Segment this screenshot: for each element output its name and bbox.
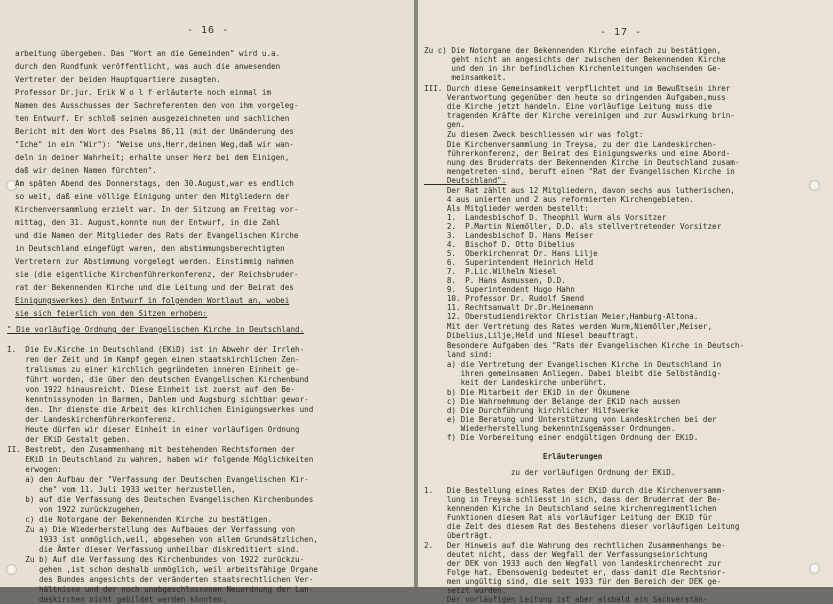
list-item: 9. Superintendent Hugo Hahn (424, 285, 575, 294)
text-line: Heute dürfen wir dieser Einheit in einer vorläufigen Ordnung (7, 425, 300, 434)
text-line: durch den Rundfunk veröffentlicht, was auch die anwesenden (15, 62, 281, 71)
text-line: sie (die eigentliche Kirchenführerkonferenz, der Reichsbruder- (15, 270, 299, 279)
text-line: der Landeskirchenführerkonferenz. (7, 415, 177, 424)
text-line: Kirchenversammlung erzielt war. In der Sitzung am Freitag vor- (15, 205, 299, 214)
page-number: - 16 - (187, 25, 230, 36)
text-line: I. Die Ev.Kirche in Deutschland (EKiD) ist in Abwehr der Irrleh- (7, 345, 305, 354)
text-line: sie sich feierlich von den Sitzen erhoben: (15, 309, 208, 318)
text-line: so weit, daß eine völlige Einigung unter den Mitgliedern der (15, 192, 290, 201)
text-line: von 1922 zurückzugehen, (7, 505, 145, 514)
text-line: men ungültig sind, die seit 1933 für den Bereich der DEK ge- (424, 577, 722, 586)
text-line: III. Durch diese Gemeinsamkeit verpflichtet und im Bewußtsein ihrer (424, 84, 731, 93)
list-item: 5. Oberkirchenrat Dr. Hans Lilje (424, 249, 598, 258)
text-line: ihren gemeinsamen Anliegen. Dabei bleibt die Selbständig- (424, 369, 722, 378)
list-item: 10. Professor Dr. Rudolf Smend (424, 294, 585, 303)
text-line: tragenden Kräfte der Kirche vereinigen und zur Auswirkung brin- (424, 111, 735, 120)
text-line: land sind: (424, 350, 493, 359)
list-item: 6. Superintendent Heinrich Held (424, 258, 594, 267)
text-line: d) Die Durchführung kirchlicher Hilfswerke (424, 406, 639, 415)
punch-hole (809, 563, 820, 574)
text-line: der EKiD Gestalt geben. (7, 435, 131, 444)
text-line: und die Namen der Mitglieder des Rats der Evangelischen Kirche (15, 231, 299, 240)
text-line: 1933 ist unmöglich,weil, abgesehen von allem Grundsätzlichen, (7, 535, 318, 544)
text-line: 2. Der Hinweis auf die Wahrung des rechtlichen Zusammenhangs be- (424, 541, 726, 550)
text-line: setzt wurden. (424, 586, 507, 595)
text-line: überträgt. (424, 531, 493, 540)
text-line: Dibelius,Lilje,Held und Niesel beauftragt. (424, 331, 639, 340)
text-line: f) Die Vorbereitung einer endgültigen Ordnung der EKiD. (424, 433, 699, 442)
list-item: 11. Rechtsanwalt Dr.Dr.Heinemann (424, 303, 594, 312)
text-line: Der vorläufigen Leitung ist aber alsbald ein Sachverstän- (424, 595, 708, 604)
text-line: Besondere Aufgaben des "Rats der Evangelischen Kirche in Deutsch- (424, 341, 745, 350)
section-heading: " Die vorläufige Ordnung der Evangelischen Kirche in Deutschland. (7, 325, 305, 334)
text-line: Folge hat. Ebensowenig bedeutet er, dass damit die Rechtsnor- (424, 568, 726, 577)
text-line: gehen ,ist schon deshalb unmöglich, weil arbeitsfähige Organe (7, 565, 318, 574)
text-line: che" vom 11. Juli 1933 weiter herzustellen, (7, 485, 236, 494)
text-line: mittag, den 31. August,konnte nun der Entwurf, in die Zahl (15, 218, 281, 227)
text-line: rat der Bekennenden Kirche und die Leitung und der Beirat des (15, 283, 294, 292)
text-line: von 1922 hinausreicht. Diese Einheit ist zuerst auf den Be- (7, 385, 296, 394)
list-item: 8. P. Hans Asmussen, D.D. (424, 276, 566, 285)
text-line: e) Die Beratung und Unterstützung von Landeskirchen bei der (424, 415, 717, 424)
text-line: die Ämter dieser Verfassung unheilbar diskreditiert sind. (7, 545, 300, 554)
text-line: b) auf die Verfassung des Deutschen Evangelischen Kirchenbundes (7, 495, 314, 504)
text-line: Die Kirchenversammlung in Treysa, zu der die Landeskirchen- (424, 140, 717, 149)
text-line: zu der vorläufigen Ordnung der EKiD. (424, 468, 676, 477)
text-line: EKiD in Deutschland zu wahren, haben wir folgende Möglichkeiten (7, 455, 314, 464)
list-item: 12. Oberstudiendirektor Christian Meier,Hamburg-Altona. (424, 312, 699, 321)
text-line: den. Ihr dienste die Arbeit des kirchlichen Einigungswerkes und (7, 405, 314, 414)
text-line: Funktionen diesem Rat als vorläufiger Leitung der EKiD für (424, 513, 713, 522)
text-line: Wiederherstellung bekenntnisgemässer Ordnungen. (424, 424, 676, 433)
text-line: deutet nicht, dass der Wegfall der Verfassungseinrichtung (424, 550, 708, 559)
text-line: a) die Vertretung der Evangelischen Kirche in Deutschland in (424, 360, 722, 369)
text-line: nung des Bruderrats der Bekennenden Kirche in Deutschland zusam- (424, 158, 740, 167)
text-line: lung in Treysa schliesst in sich, dass der Bruderrat der Be- (424, 495, 722, 504)
list-item: 7. P.Lic.Wilhelm Niesel (424, 267, 557, 276)
text-line: Zu c) Die Notorgane der Bekennenden Kirche einfach zu bestätigen, (424, 46, 722, 55)
text-line: Zu a) Die Wiederherstellung des Aufbaues der Verfassung von (7, 525, 296, 534)
punch-hole (809, 180, 820, 191)
text-line: die Zeit des diesem Rat des Bestehens dieser vorläufigen Leitung (424, 522, 740, 531)
text-line: Vertretern zur Abstimmung vorgelegt werden. Einstimmig nahmen (15, 257, 294, 266)
text-line: b) Die Mitarbeit der EKiD in der Ökumene (424, 388, 630, 397)
text-line: II. Bestrebt, den Zusammenhang mit bestehenden Rechtsformen der (7, 445, 296, 454)
list-item: 3. Landesbischof D. Hans Meiser (424, 231, 594, 240)
text-line: 1. Die Bestellung eines Rates der EKiD durch die Kirchenversamm- (424, 486, 726, 495)
text-line: daß wir deinen Namen fürchten". (15, 166, 157, 175)
text-line: führerkonferenz, der Beirat des Einigungswerks und eine Abord- (424, 149, 731, 158)
text-line: und den in ihr befindlichen Kirchenleitungen wachsenden Ge- (424, 64, 722, 73)
text-line: hältnisse und der noch unabgeschlossenen Neuordnung der Lan- (7, 585, 314, 594)
text-line: des Bundes angesichts der veränderten staatsrechtlichen Ver- (7, 575, 314, 584)
text-line: erwogen: (7, 465, 62, 474)
text-line: Zu diesem Zweck beschliessen wir was folgt: (424, 130, 644, 139)
text-line: tralismus zu einer kirchlich gegründeten inneren Einheit ge- (7, 365, 300, 374)
text-line: Einigungswerkes) den Entwurf in folgenden Wortlaut an, wobei (15, 296, 290, 305)
text-line: deskirchen nicht gebildet werden könnten. (7, 595, 227, 604)
right-page (418, 0, 833, 604)
list-item: 4. Bischof D. Otto Dibelius (424, 240, 575, 249)
text-line: c) die Notorgane der Bekennenden Kirche zu bestätigen. (7, 515, 273, 524)
text-line: Namen des Ausschusses der Sachreferenten den von ihm vorgeleg- (15, 101, 299, 110)
text-line: 4 aus unierten und 2 aus reformierten Kirchengebieten. (424, 195, 694, 204)
text-line: deln in deiner Wahrheit; erhalte unser Herz bei dem Einigen, (15, 153, 290, 162)
text-line: meinsamkeit. (424, 73, 507, 82)
list-item: 2. P.Martin Niemöller, D.D. als stellvertretender Vorsitzer (424, 222, 722, 231)
text-line: Vertreter der beiden Hauptquartiere zusagten. (15, 75, 221, 84)
text-line: Professor Dr.jur. Erik W o l f erläuterte noch einmal im (15, 88, 272, 97)
section-heading: Erläuterungen (424, 452, 603, 461)
left-page (0, 0, 414, 604)
text-line: a) den Aufbau der "Verfassung der Deutschen Evangelischen Kir- (7, 475, 309, 484)
text-line: "Iche" in ein "Wir"): "Weise uns,Herr,deinen Weg,daß wir wan- (15, 140, 294, 149)
text-line: Am späten Abend des Donnerstags, den 30.August,war es endlich (15, 179, 294, 188)
text-line: Bericht mit dem Wort des Psalms 86,11 (mit der Umänderung des (15, 127, 294, 136)
text-line: führt worden, die über den deutschen Evangelischen Kirchenbund (7, 375, 309, 384)
text-line: in Deutschland eingefügt waren, den abstimmungsberechtigten (15, 244, 285, 253)
text-line: Zu b) Auf die Verfassung des Kirchenbundes von 1922 zurückzu- (7, 555, 305, 564)
text-line: Deutschland". (424, 176, 507, 185)
text-line: Mit der Vertretung des Rates werden Wurm,Niemöller,Meiser, (424, 322, 713, 331)
text-line: gen. (424, 120, 466, 129)
text-line: kennenden Kirche in Deutschland seine kirchenregimentlichen (424, 504, 717, 513)
text-line: mengetreten sind, beruft einen "Rat der Evangelischen Kirche in (424, 167, 735, 176)
text-line: c) Die Wahrnehmung der Belange der EKiD nach aussen (424, 397, 681, 406)
page-number: - 17 - (600, 27, 643, 38)
text-line: Verantwortung gegenüber den heute so dringenden Aufgaben,muss (424, 93, 726, 102)
text-line: Der Rat zählt aus 12 Mitgliedern, davon sechs aus lutherischen, (424, 186, 735, 195)
text-line: geht nicht an angesichts der zwischen der Bekennenden Kirche (424, 55, 726, 64)
text-line: die Kirche jetzt handeln. Eine vorläufige Leitung muss die (424, 102, 713, 111)
text-line: keit der Landeskirche unberührt. (424, 378, 607, 387)
text-line: kenntnissynoden in Barmen, Dahlem und Augsburg sichtbar gewor- (7, 395, 309, 404)
text-line: der DEK von 1933 auch den Wegfall von landeskirchenrecht zur (424, 559, 722, 568)
text-line: arbeitung übergeben. Das "Wort an die Gemeinden" wird u.a. (15, 49, 281, 58)
text-line: ten Entwurf. Er schloß seinen ausgezeichneten und sachlichen (15, 114, 290, 123)
list-item: 1. Landesbischof D. Theophil Wurm als Vorsitzer (424, 213, 667, 222)
text-line: Als Mitglieder werden bestellt: (424, 204, 589, 213)
text-line: ren der Zeit und im Kampf gegen einen staatskirchlichen Zen- (7, 355, 300, 364)
